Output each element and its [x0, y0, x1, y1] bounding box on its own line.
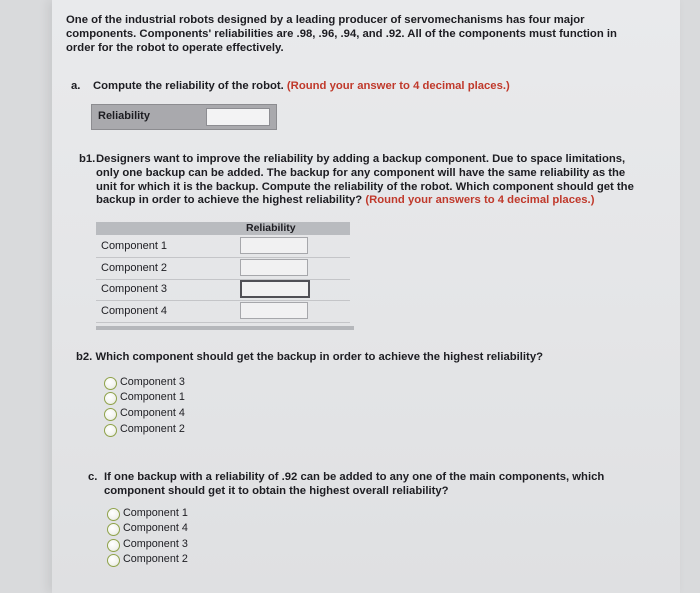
radio-option-label: Component 1 — [120, 391, 185, 403]
component-1-reliability-input[interactable] — [240, 237, 308, 254]
table-row — [96, 236, 350, 258]
part-b2-question — [76, 351, 636, 365]
component-4-reliability-input[interactable] — [240, 302, 308, 319]
table-row — [96, 279, 350, 301]
radio-option-label: Component 2 — [120, 423, 185, 435]
radio-button[interactable] — [104, 408, 117, 421]
part-a-question — [71, 80, 631, 94]
row-label: Component 2 — [101, 262, 168, 274]
part-a-text: Compute the reliability of the robot. — [92, 80, 284, 92]
reliability-answer-row — [91, 104, 277, 130]
radio-button[interactable] — [104, 392, 117, 405]
table-footer-bar — [96, 326, 354, 330]
radio-button[interactable] — [104, 424, 117, 437]
part-c-text: If one backup with a reliability of .92 can be added to any one of the main components, which component should get it to obtain the highest overall reliability? — [104, 471, 605, 497]
radio-option-label: Component 3 — [120, 376, 185, 388]
part-b1-question — [79, 153, 639, 208]
part-b2-text: Which component should get the backup in order to achieve the highest reliability? — [95, 351, 544, 363]
part-a-label: a. — [71, 80, 81, 92]
row-label: Component 1 — [101, 240, 168, 252]
radio-option-label: Component 2 — [123, 553, 188, 565]
radio-button[interactable] — [104, 377, 117, 390]
part-b1-rounding-note: (Round your answers to 4 decimal places.) — [365, 194, 595, 207]
problem-intro: One of the industrial robots designed by a leading producer of servomechanisms has four major components. Components' reliabilities are .98, .96, .94, and .92. All of the components must function in order for the robot to operate effectively. — [66, 14, 617, 54]
component-2-reliability-input[interactable] — [240, 259, 308, 276]
row-label: Component 3 — [101, 283, 168, 295]
part-c-label: c. — [88, 471, 98, 483]
part-b2-label: b2. — [76, 351, 93, 363]
table-row — [96, 258, 350, 280]
part-b1-label: b1. — [79, 153, 96, 165]
table-header-reliability: Reliability — [246, 222, 296, 234]
radio-option-label: Component 4 — [123, 522, 188, 534]
row-label: Component 4 — [101, 305, 168, 317]
radio-button[interactable] — [107, 554, 120, 567]
component-reliability-table — [96, 222, 354, 334]
table-header — [96, 222, 350, 235]
reliability-label: Reliability — [98, 110, 150, 122]
radio-button[interactable] — [107, 508, 120, 521]
radio-button[interactable] — [107, 539, 120, 552]
part-b1-text: Designers want to improve the reliability by adding a backup component. Due to space limitations, only one backup can be added. The backup for any component will have the same reliability as the unit for which it is the backup. Compute the reliability of the robot. Which component should get the backup in order to achieve the highest reliability? — [96, 153, 634, 207]
radio-option-label: Component 3 — [123, 538, 188, 550]
part-c-question — [88, 471, 628, 499]
part-c-options — [107, 507, 247, 577]
radio-option-label: Component 1 — [123, 507, 188, 519]
part-a-rounding-note: (Round your answer to 4 decimal places.) — [286, 80, 510, 92]
reliability-input[interactable] — [206, 108, 270, 126]
part-b2-options — [104, 376, 244, 446]
component-3-reliability-input[interactable] — [240, 280, 310, 298]
radio-button[interactable] — [107, 523, 120, 536]
table-row — [96, 301, 350, 323]
radio-option-label: Component 4 — [120, 407, 185, 419]
